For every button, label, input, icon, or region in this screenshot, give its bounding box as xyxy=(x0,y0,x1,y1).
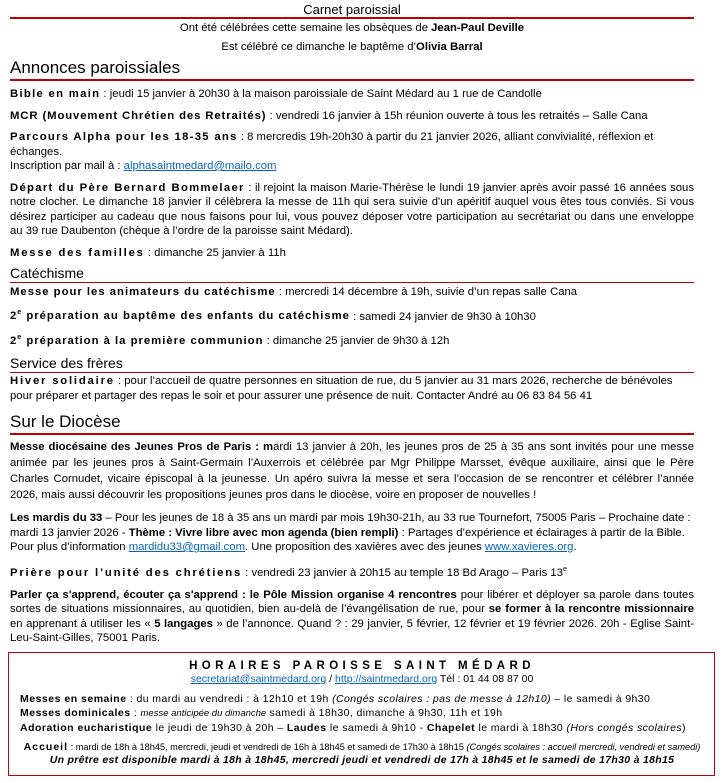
service-hiver xyxy=(10,374,694,404)
cate-num: 2 xyxy=(10,310,18,323)
horaires-label: Adoration eucharistique xyxy=(20,722,153,734)
telephone: Tél : 01 44 08 87 00 xyxy=(437,673,534,685)
diocese-text: pour libérer et déployer sa parole dans toutes sortes de situations missionnaires, au quotidien, bien au-delà de l’évangélisation de rue, pour xyxy=(10,588,694,616)
annonce-text: : 8 mercredis 19h-20h30 à partir du 21 janvier 2026, alliant convivialité, réflexion et échanges. xyxy=(10,131,654,158)
horaires-contact xyxy=(20,673,704,686)
cate-label: préparation à la première communion xyxy=(22,334,264,347)
horaires-text: : du mardi au vendredi : à 12h10 et 19h xyxy=(126,693,333,705)
annonce-depart xyxy=(10,181,694,239)
cate-label: Messe pour les animateurs du catéchisme xyxy=(10,286,276,298)
divider xyxy=(10,433,694,435)
annonce-label: Parcours Alpha pour les 18-35 ans xyxy=(10,131,238,143)
bulletin-page xyxy=(10,0,694,646)
cate-label: préparation au baptême des enfants du catéchisme xyxy=(22,310,350,323)
horaires-note: (Congés scolaires : accueil mercredi, vendredi et samedi) xyxy=(466,742,701,752)
saintmedard-site-link[interactable]: http://saintmedard.org xyxy=(335,673,438,685)
annonce-label: Bible en main xyxy=(10,88,101,100)
horaires-title: HORAIRES PAROISSE SAINT MÉDARD xyxy=(189,660,535,672)
section-title-annonces: Annonces paroissiales xyxy=(10,58,181,77)
horaires-adoration xyxy=(20,721,704,735)
annonce-alpha xyxy=(10,130,694,174)
annonce-text: : dimanche 25 janvier à 11h xyxy=(144,246,286,259)
cate-sup: e xyxy=(17,333,23,341)
annonce-bible xyxy=(10,87,694,102)
horaires-text: le mardi à 18h30 xyxy=(475,722,567,734)
annonce-text: : jeudi 15 janvier à 20h30 à la maison paroissiale de Saint Médard au 1 rue de Candolle xyxy=(100,88,542,100)
obseques-name: Jean-Paul Deville xyxy=(431,22,525,34)
diocese-text: en apprenant à utiliser les « xyxy=(10,617,155,630)
horaires-note: (Congés scolaires : pas de messe à 12h10) xyxy=(332,693,552,705)
diocese-mardis xyxy=(10,511,694,555)
annonce-text: Inscription par mail à : xyxy=(10,160,124,172)
divider xyxy=(10,282,694,283)
horaires-accueil xyxy=(20,740,704,754)
carnet-title: Carnet paroissial xyxy=(303,2,401,17)
service-text: : pour l’accueil de quatre personnes en situation de rue, du 5 janvier au 31 mars 2026, recherche de bénévoles pour préparer et partager des repas le soir et pour assurer une présence de nuit. Contacter André au 06 83 84 56 41 xyxy=(10,375,673,403)
horaires-dominicales xyxy=(20,706,704,721)
horaires-note: (Hors congés scolaires xyxy=(566,722,683,734)
section-title-diocese: Sur le Diocèse xyxy=(10,412,121,432)
divider xyxy=(10,372,694,373)
horaires-label: Accueil xyxy=(23,741,69,753)
horaires-pretre: Un prêtre est disponible mardi à 18h à 18h45, mercredi jeudi et vendredi de 17h à 18h45 et le samedi de 17h30 à 18h15 xyxy=(49,754,675,766)
annonce-label: Messe des familles xyxy=(10,246,145,259)
horaires-text: le jeudi de 19h30 à 20h – xyxy=(152,722,287,734)
horaires-semaine xyxy=(20,692,704,706)
annonce-label: Départ du Père Bernard Bommelaer xyxy=(10,181,245,194)
section-title-service: Service des frères xyxy=(10,355,123,372)
service-label: Hiver solidaire xyxy=(10,375,115,388)
alpha-email-link[interactable]: alphasaintmedard@mailo.com xyxy=(123,160,277,172)
diocese-bold: se former à la rencontre missionnaire xyxy=(488,603,694,616)
horaires-text: samedi à 18h30, dimanche à 9h30, 11h et 19h xyxy=(266,707,503,719)
diocese-label: Les mardis du 33 xyxy=(10,512,103,525)
cate-num: 2 xyxy=(10,334,18,347)
cate-communion xyxy=(10,331,694,348)
horaires-label: Messes en semaine xyxy=(20,693,127,705)
annonce-label: MCR (Mouvement Chrétien des Retraités) xyxy=(10,109,267,122)
horaires-label: Laudes xyxy=(286,722,327,734)
cate-animateurs xyxy=(10,285,694,300)
horaires-text: : mardi de 18h à 18h45, mercredi, jeudi et vendredi de 16h à 18h45 et samedi de 17h30 à 18h15 xyxy=(68,742,467,752)
diocese-text: : Partages d’expérience et éclairages à partir de la Bible. Pour plus d’information xyxy=(10,526,685,554)
mardis-theme: Thème : Vivre libre avec mon agenda (bien rempli) xyxy=(128,526,399,539)
horaires-text: – le samedi à 9h30 xyxy=(551,693,651,705)
secretariat-email-link[interactable]: secretariat@saintmedard.org xyxy=(190,673,327,685)
mardis-email-link[interactable]: mardidu33@gmail.com xyxy=(128,541,246,554)
diocese-label: Parler ça s'apprend, écouter ça s'apprend : le Pôle Mission organise 4 rencontres xyxy=(10,588,457,601)
annonce-text: : il rejoint la maison Marie-Thérèse le lundi 19 janvier après avoir passé 16 années sous notre clocher. Le dimanche 18 janvier il célèbrera la messe de 11h qui sera suivie d'un apéritif auquel vous êtes tous conviés. Si vous désirez participer au cadeau que nous faisons pour lui, vous pouvez déposer votre participation au secrétariat ou dans une enveloppe au 39 rue Daubenton (chèque à l’ordre de la paroisse saint Médard). xyxy=(10,181,694,237)
diocese-sup: e xyxy=(562,565,567,573)
xavieres-site-link[interactable]: www.xavieres.org xyxy=(484,541,574,554)
cate-text: : mercredi 14 décembre à 19h, suivie d’un repas salle Cana xyxy=(275,286,578,298)
cate-sup: e xyxy=(17,309,23,317)
carnet-obseques xyxy=(10,19,694,38)
section-title-catechisme: Catéchisme xyxy=(10,265,84,281)
diocese-priere xyxy=(10,563,694,580)
diocese-bold: 5 langages xyxy=(154,617,213,630)
diocese-text: ardi 13 janvier à 20h, les jeunes pros de 25 à 35 ans sont invités pour une messe animée par les jeunes pros à Saint-Germain l’Auxerrois et célébrée par Mgr Philippe Marsset, évêque auxiliaire, ainsi que le Père Charles Cornudet, vicaire épiscopal à la jeunesse. Un apéro suivra la messe et sera l’occasion de se rencontrer et célébrer l’année 2026, mais aussi découvrir les propositions jeunes pros dans le diocèse, voire en proposer de nouvelles ! xyxy=(10,441,694,502)
horaires-box xyxy=(8,652,715,776)
cate-bapteme xyxy=(10,307,694,324)
bapteme-name: Olivia Barral xyxy=(416,41,483,53)
diocese-text: – Pour les jeunes de 18 à 35 ans un mardi par mois 19h30-21h, au 33 rue Tournefort, 75005 Paris – Prochaine date : mardi 13 janvier 2026 - xyxy=(10,512,691,539)
separator: / xyxy=(326,673,336,685)
diocese-label: Prière pour l’unité des chrétiens xyxy=(10,566,243,579)
obseques-text: Ont été célébrées cette semaine les obsèques de xyxy=(179,22,432,34)
annonce-familles xyxy=(10,246,694,261)
horaires-text: le samedi à 9h10 - xyxy=(326,722,427,734)
cate-text: : samedi 24 janvier de 9h30 à 10h30 xyxy=(349,310,536,323)
horaires-note: messe anticipée du dimanche xyxy=(140,708,267,719)
diocese-text: » de l’annonce. Quand ? : 29 janvier, 5 février, 12 février et 19 février 2026. 20h - Eglise Saint-Leu-Saint-Gilles, 75001 Paris. xyxy=(10,617,694,645)
horaires-text: ) xyxy=(682,722,686,734)
diocese-jeunes-pros xyxy=(10,439,694,503)
diocese-parler xyxy=(10,588,694,646)
diocese-text: . xyxy=(573,541,577,554)
horaires-text: : xyxy=(130,707,141,719)
horaires-label: Messes dominicales xyxy=(20,707,131,719)
diocese-text: : vendredi 23 janvier à 20h15 au temple 18 Bd Arago – Paris 13 xyxy=(242,566,563,579)
bapteme-text: Est célébré ce dimanche le baptême d’ xyxy=(221,41,417,53)
cate-text: : dimanche 25 janvier de 9h30 à 12h xyxy=(263,334,450,347)
horaires-label: Chapelet xyxy=(426,722,476,734)
diocese-text: . Une proposition des xavières avec des jeunes xyxy=(245,541,485,554)
divider xyxy=(10,79,694,81)
carnet-bapteme xyxy=(10,38,694,57)
annonce-text: : vendredi 16 janvier à 15h réunion ouverte à tous les retraités – Salle Cana xyxy=(266,109,648,122)
diocese-label: Messe diocésaine des Jeunes Pros de Paris : m xyxy=(10,441,274,454)
annonce-mcr xyxy=(10,109,694,124)
